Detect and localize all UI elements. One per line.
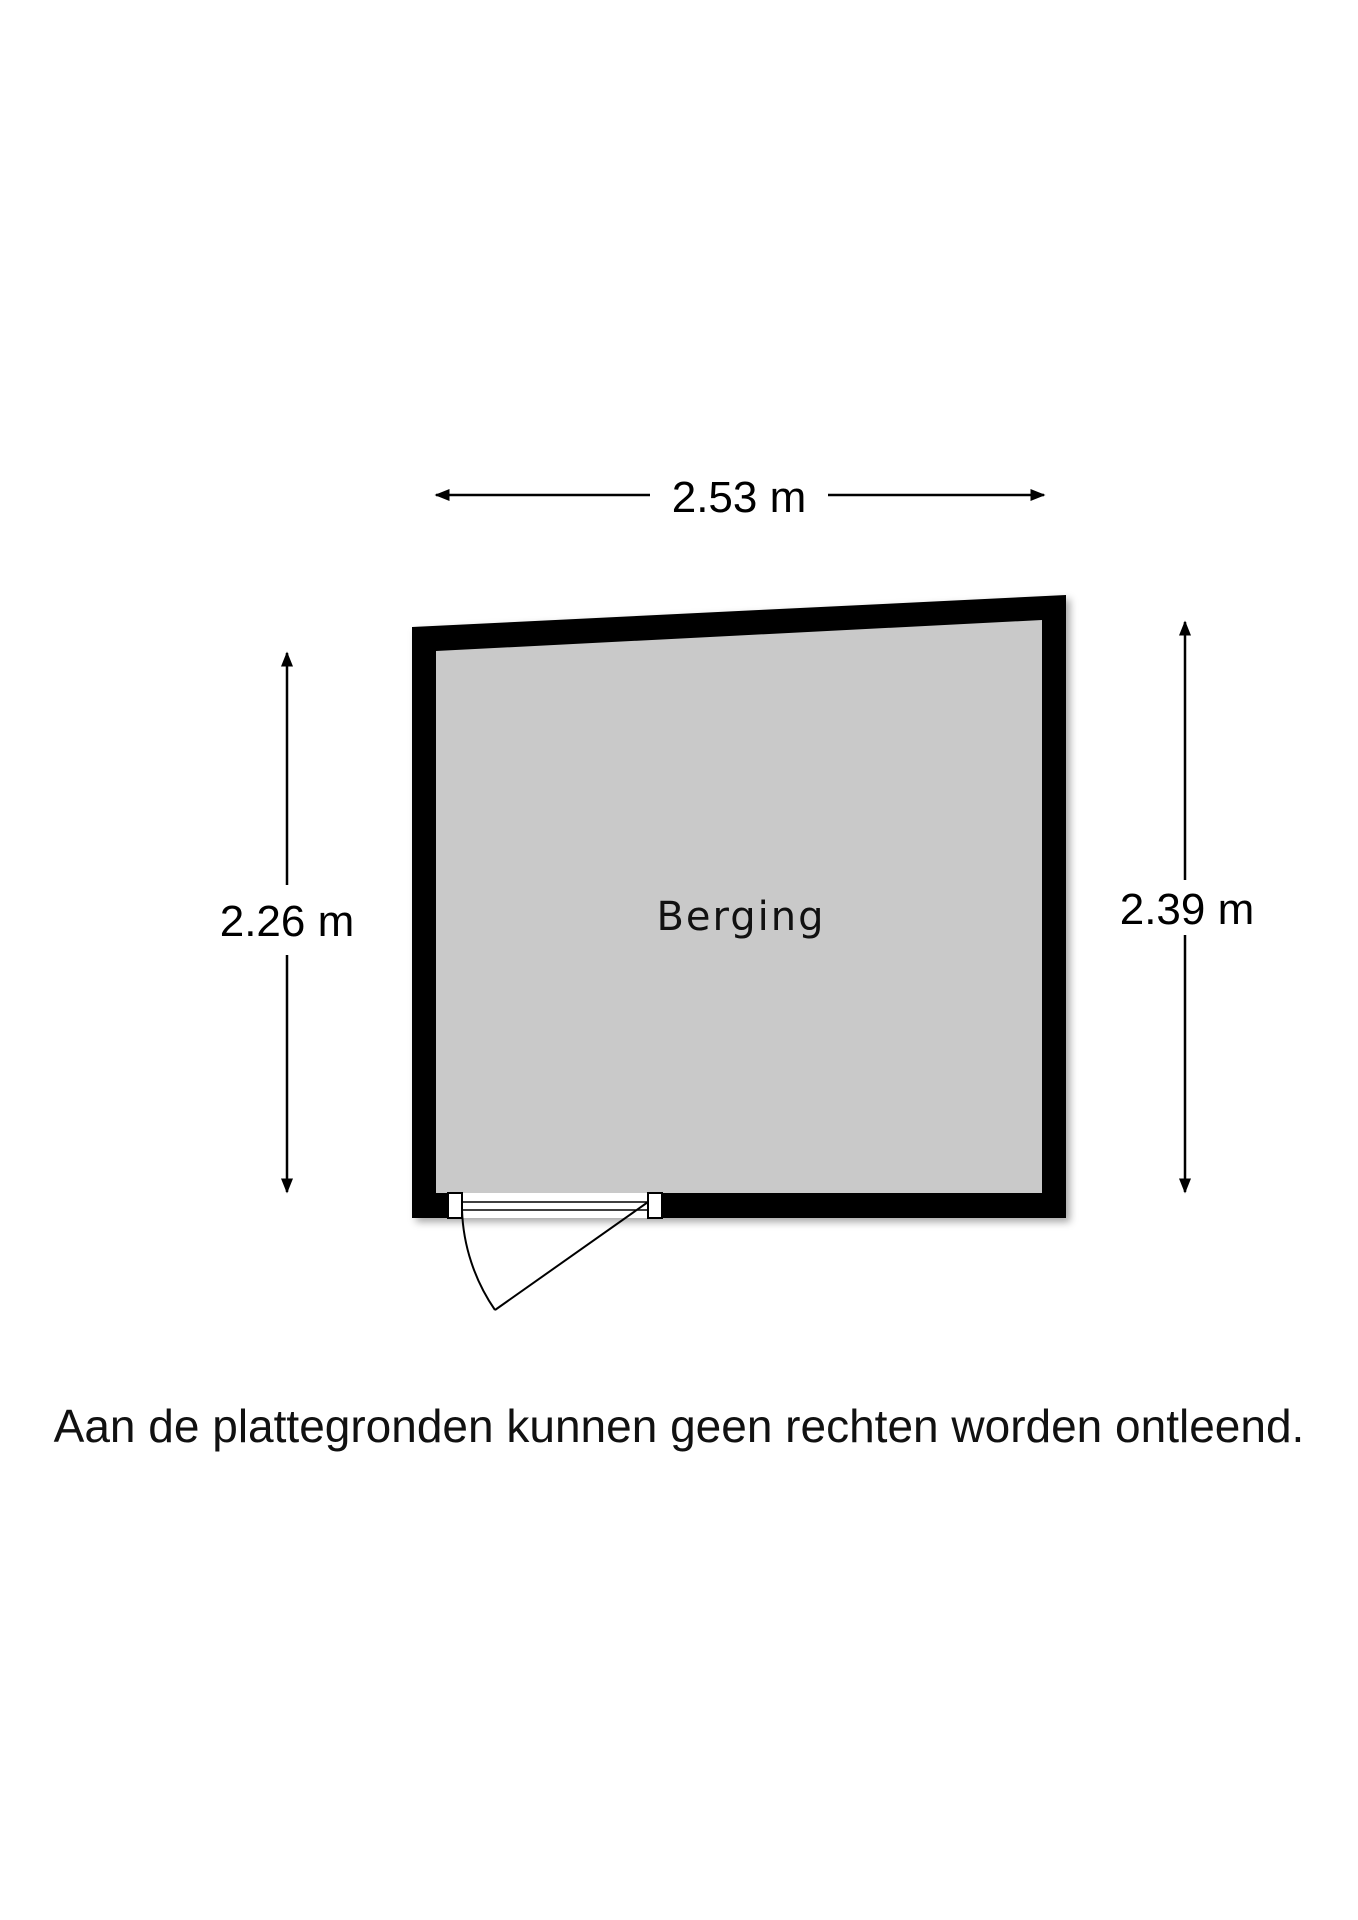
door xyxy=(448,1193,662,1310)
dimension-label-height-right: 2.39 m xyxy=(1119,885,1255,934)
dimension-right xyxy=(1120,622,1255,1192)
dimension-left xyxy=(220,653,355,1192)
dimension-label-height-left: 2.26 m xyxy=(219,897,355,946)
door-leaf xyxy=(495,1202,648,1310)
dimension-top xyxy=(436,473,1044,522)
door-swing-arc xyxy=(462,1210,495,1310)
dimension-label-width: 2.53 m xyxy=(671,473,807,522)
disclaimer: Aan de plattegronden kunnen geen rechten worden ontleend. xyxy=(53,1400,1305,1452)
room-label: Berging xyxy=(656,894,826,940)
door-frame-right xyxy=(648,1193,662,1218)
door-frame-left xyxy=(448,1193,462,1218)
